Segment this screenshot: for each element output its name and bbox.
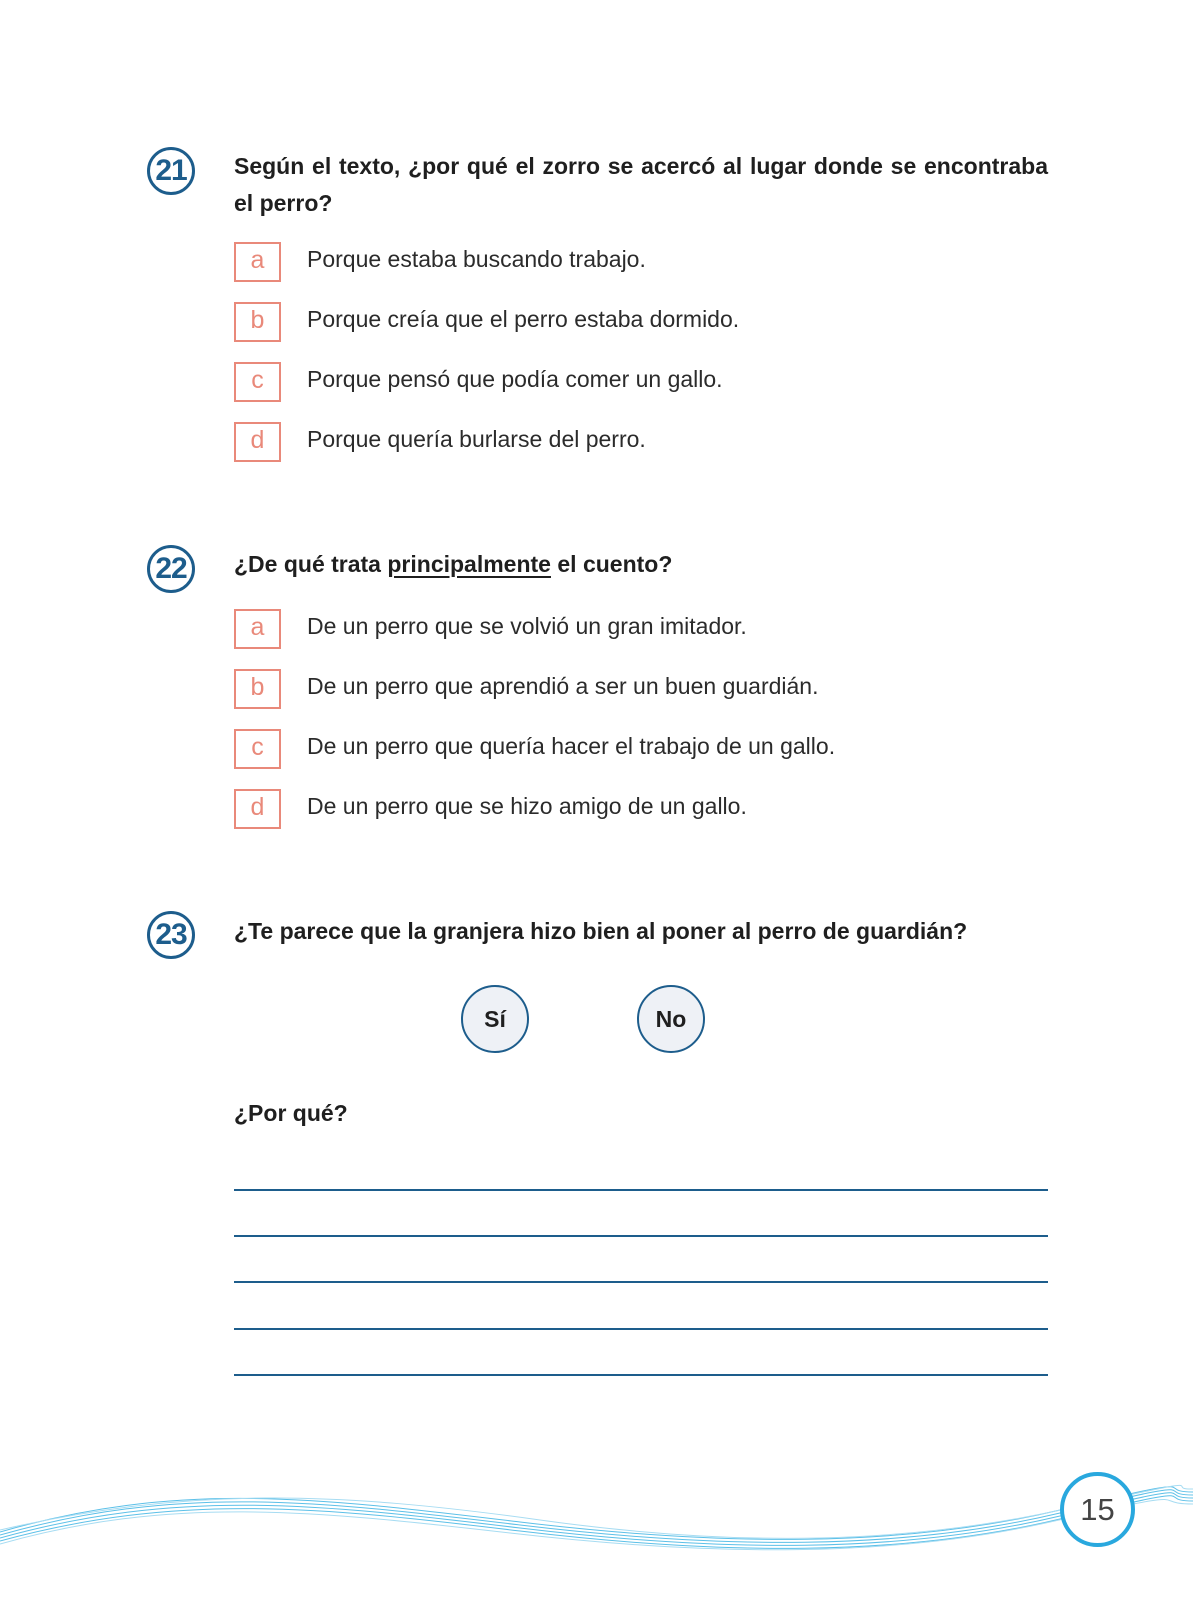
option-letter: b [234, 302, 281, 342]
option-text: De un perro que quería hacer el trabajo de un gallo. [307, 733, 836, 759]
option-letter: b [234, 669, 281, 709]
answer-line[interactable] [234, 1189, 1048, 1191]
question-22-text [234, 546, 1048, 583]
q22-option-d[interactable] [234, 789, 1034, 829]
question-22-underlined-word: principalmente [387, 551, 551, 577]
question-number-23: 23 [147, 911, 195, 959]
answer-line[interactable] [234, 1281, 1048, 1283]
footer-wave-decoration [0, 1470, 1193, 1560]
option-letter: d [234, 789, 281, 829]
option-text: Porque pensó que podía comer un gallo. [307, 366, 723, 392]
answer-line[interactable] [234, 1235, 1048, 1237]
q22-option-b[interactable] [234, 669, 1034, 709]
answer-line[interactable] [234, 1374, 1048, 1376]
option-text: De un perro que se volvió un gran imitador. [307, 613, 747, 639]
option-text: Porque creía que el perro estaba dormido. [307, 306, 740, 332]
option-text: Porque estaba buscando trabajo. [307, 246, 646, 272]
yes-choice-circle[interactable]: Sí [461, 985, 529, 1053]
question-22-text-end: el cuento? [550, 551, 673, 577]
option-letter: c [234, 362, 281, 402]
no-choice-circle[interactable]: No [637, 985, 705, 1053]
q21-option-b[interactable] [234, 302, 1034, 342]
q21-option-c[interactable] [234, 362, 1034, 402]
option-letter: d [234, 422, 281, 462]
question-number-21: 21 [147, 147, 195, 195]
q22-option-a[interactable] [234, 609, 1034, 649]
answer-line[interactable] [234, 1328, 1048, 1330]
why-label: ¿Por qué? [234, 1100, 348, 1126]
option-text: De un perro que aprendió a ser un buen guardián. [307, 673, 819, 699]
question-22-text-start: ¿De qué trata [234, 551, 388, 577]
option-letter: a [234, 609, 281, 649]
q21-option-a[interactable] [234, 242, 1034, 282]
option-text: De un perro que se hizo amigo de un gallo. [307, 793, 747, 819]
q22-option-c[interactable] [234, 729, 1034, 769]
page-number-badge: 15 [1060, 1472, 1135, 1547]
option-text: Porque quería burlarse del perro. [307, 426, 646, 452]
question-23-text: ¿Te parece que la granjera hizo bien al poner al perro de guardián? [234, 918, 968, 944]
q21-option-d[interactable] [234, 422, 1034, 462]
question-number-22: 22 [147, 545, 195, 593]
option-letter: a [234, 242, 281, 282]
question-21-text: Según el texto, ¿por qué el zorro se acercó al lugar donde se encontraba el perro? [234, 153, 1048, 216]
option-letter: c [234, 729, 281, 769]
